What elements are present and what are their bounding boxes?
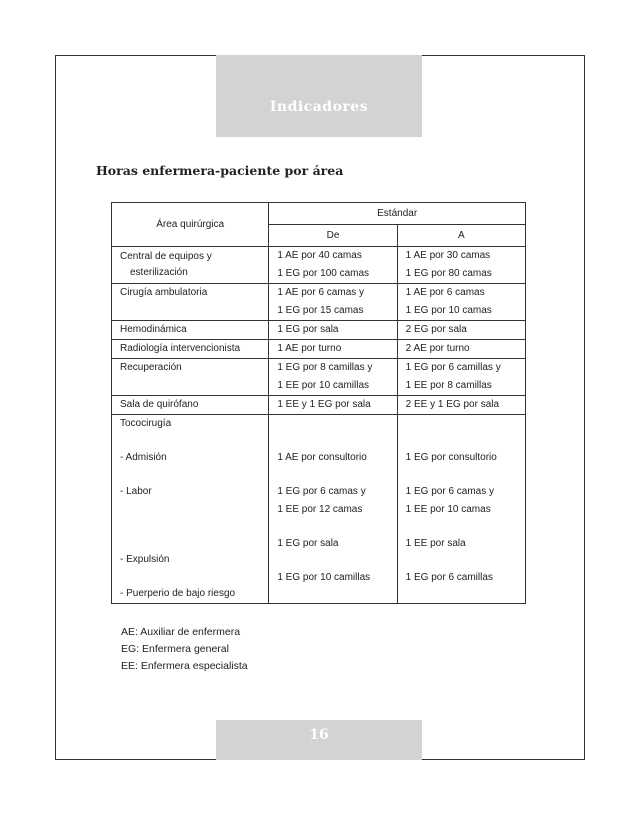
legend-item: EE: Enfermera especialista — [121, 660, 248, 672]
cell-to — [397, 415, 525, 604]
toco-expulsion-label: - Expulsión — [120, 554, 170, 565]
header-from: De — [269, 225, 397, 247]
cell-to — [397, 396, 525, 415]
footer-tab — [216, 720, 422, 760]
area-line: esterilización — [130, 267, 188, 278]
value-line: 1 EG por 10 camas — [405, 305, 492, 316]
value-line: 1 EE y 1 EG por sala — [277, 399, 371, 410]
value-line: 1 EE por 10 camas — [405, 504, 491, 515]
value-line: 1 EE por 10 camillas — [277, 380, 370, 391]
value-line: 1 AE por 6 camas — [405, 287, 485, 298]
value-line: 1 EG por 6 camas y — [277, 486, 366, 497]
cell-to — [397, 359, 525, 396]
legend-item: AE: Auxiliar de enfermera — [121, 626, 241, 638]
table-row-tococirugia — [112, 415, 526, 604]
value-line: 1 EG por 15 camas — [277, 305, 364, 316]
value-line: 2 EG por sala — [405, 324, 467, 335]
value-line: 1 EG por sala — [277, 324, 339, 335]
toco-puerperio-label: - Puerperio de bajo riesgo — [120, 588, 236, 599]
area-line: Central de equipos y — [120, 251, 212, 262]
cell-area — [112, 284, 269, 321]
table-row — [112, 247, 526, 284]
value-line: 2 AE por turno — [405, 343, 470, 354]
table-row — [112, 321, 526, 340]
header-to: A — [397, 225, 525, 247]
value-line: 1 AE por consultorio — [277, 452, 367, 463]
cell-from — [269, 247, 397, 284]
cell-from — [269, 284, 397, 321]
cell-to — [397, 284, 525, 321]
value-line: 1 EG por 100 camas — [277, 268, 370, 279]
value-line: 1 EG por consultorio — [405, 452, 497, 463]
cell-area — [112, 396, 269, 415]
cell-area — [112, 359, 269, 396]
value-line: 1 EE por sala — [405, 538, 466, 549]
cell-area — [112, 247, 269, 284]
cell-area — [112, 340, 269, 359]
area-line: Radiología intervencionista — [120, 343, 241, 354]
cell-area — [112, 415, 269, 604]
value-line: 1 EG por 6 camillas y — [405, 362, 501, 373]
page-number: 16 — [309, 727, 329, 743]
value-line: 1 AE por turno — [277, 343, 342, 354]
legend-item: EG: Enfermera general — [121, 643, 229, 655]
table-row — [112, 340, 526, 359]
value-line: 1 AE por 40 camas — [277, 250, 362, 261]
header-area: Área quirúrgica — [112, 203, 269, 247]
cell-from — [269, 396, 397, 415]
cell-area — [112, 321, 269, 340]
table-row — [112, 359, 526, 396]
toco-admision-label: - Admisión — [120, 452, 167, 463]
value-line: 1 EG por 6 camas y — [405, 486, 495, 497]
cell-to — [397, 340, 525, 359]
value-line: 1 EG por 6 camillas — [405, 572, 493, 583]
value-line: 1 EE por 12 camas — [277, 504, 363, 515]
cell-from — [269, 340, 397, 359]
value-line: 1 EG por 10 camillas — [277, 572, 371, 583]
header-tab — [216, 55, 422, 137]
value-line: 1 EE por 8 camillas — [405, 380, 492, 391]
standards-table — [111, 202, 526, 604]
cell-from — [269, 415, 397, 604]
area-line: Hemodinámica — [120, 324, 187, 335]
cell-from — [269, 321, 397, 340]
toco-labor-label: - Labor — [120, 486, 152, 497]
value-line: 1 EG por 8 camillas y — [277, 362, 373, 373]
cell-to — [397, 321, 525, 340]
table-row — [112, 284, 526, 321]
header-title: Indicadores — [269, 99, 369, 115]
table-header-row — [112, 203, 526, 225]
section-title: Horas enfermera-paciente por área — [96, 163, 344, 178]
area-line: Cirugía ambulatoria — [120, 287, 208, 298]
value-line: 1 AE por 30 camas — [405, 250, 491, 261]
table-row — [112, 396, 526, 415]
cell-to — [397, 247, 525, 284]
value-line: 1 EG por sala — [277, 538, 339, 549]
value-line: 1 EG por 80 camas — [405, 268, 492, 279]
area-line: Recuperación — [120, 362, 182, 373]
toco-title: Tococirugía — [120, 418, 172, 429]
area-line: Sala de quirófano — [120, 399, 199, 410]
abbreviation-legend — [121, 624, 248, 675]
value-line: 2 EE y 1 EG por sala — [405, 399, 500, 410]
value-line: 1 AE por 6 camas y — [277, 287, 365, 298]
cell-from — [269, 359, 397, 396]
header-standard: Estándar — [269, 203, 526, 225]
